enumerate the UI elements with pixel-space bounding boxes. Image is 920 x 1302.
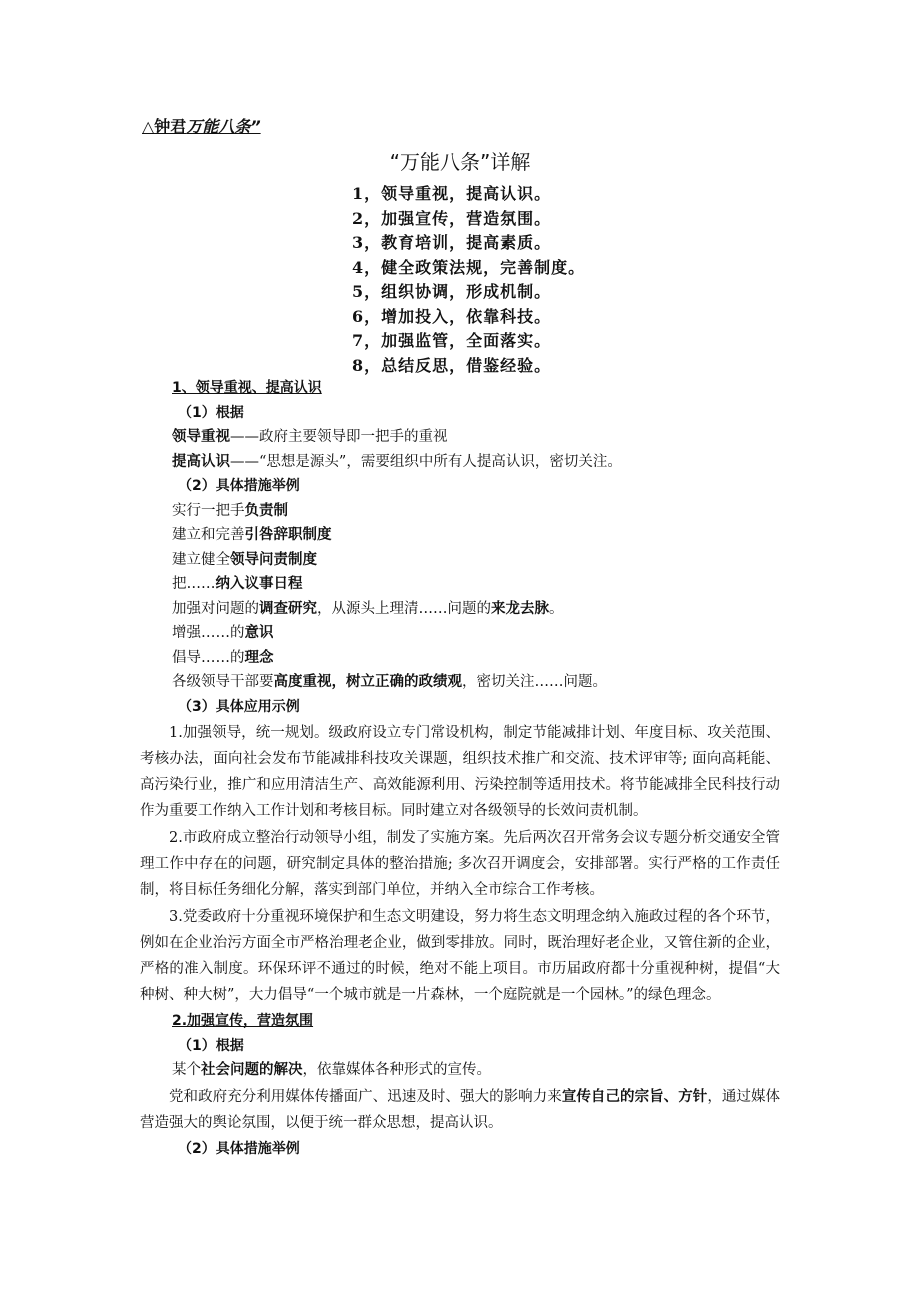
- term: 高度重视，树立正确的政绩观: [273, 673, 462, 690]
- example-paragraph-2: 2.市政府成立整治行动领导小组，制发了实施方案。先后两次召开常务会议专题分析交通安全管理工作中存在的问题，研究制定具体的整治措施; 多次召开调度会，安排部署。实行严格的工作责任制，将目标任务细化分解，落实到部门单位，并纳入全市综合工作考核。: [140, 830, 780, 898]
- basis-line-2: [140, 450, 780, 475]
- measure-line: [140, 523, 780, 548]
- document-title-line: [142, 114, 261, 137]
- text: 建立健全: [172, 551, 230, 568]
- summary-item: 3，教育培训，提高素质。: [352, 233, 552, 252]
- term: 纳入议事日程: [215, 575, 303, 592]
- text: 党和政府充分利用媒体传播面广、迅速及时、强大的影响力来: [169, 1088, 562, 1105]
- term: 宣传自己的宗旨、方针: [561, 1087, 708, 1105]
- basis-paragraph: [140, 1084, 780, 1136]
- title-italic: 万能八条”: [186, 117, 261, 136]
- main-heading: “万能八条”详解: [389, 150, 531, 174]
- summary-item: 6，增加投入，依靠科技。: [352, 306, 552, 326]
- text: 把……: [172, 576, 216, 592]
- measure-line: [140, 646, 780, 671]
- term: 来龙去脉: [491, 599, 549, 617]
- section-2-basis-label: （1）根据: [178, 1037, 244, 1054]
- section-2-measures-label: （2）具体措施举例: [178, 1140, 300, 1157]
- measure-line: [140, 670, 780, 695]
- text: 各级领导干部要: [172, 674, 274, 690]
- text: 增强……的: [172, 625, 245, 641]
- text: ，密切关注……问题。: [462, 674, 607, 690]
- text: ，依靠媒体各种形式的宣传。: [302, 1062, 491, 1078]
- text: ——“思想是源头”，需要组织中所有人提高认识，密切关注。: [230, 453, 622, 470]
- text: 。: [549, 600, 564, 617]
- section-1-title: 1、领导重视、提高认识: [172, 380, 322, 396]
- text: 实行一把手: [172, 502, 245, 519]
- example-paragraph-1: 1.加强领导，统一规划。级政府设立专门常设机构，制定节能减排计划、年度目标、攻关范围、考核办法，面向社会发布节能减排科技攻关课题，组织技术推广和交流、技术评审等; 面向高耗能、高污染行业，推广和应用清洁生产、高效能源利用、污染控制等适用技术。将节能减排全民科技行动作为重要工作纳入工作计划和考核目标。同时建立对各级领导的长效问责机制。: [140, 725, 780, 819]
- text: 加强对问题的: [172, 600, 259, 617]
- section-2-title: 2.加强宣传，营造氛围: [172, 1013, 314, 1029]
- text: ，从源头上理清……问题的: [317, 600, 491, 617]
- basis-line-1: [140, 425, 780, 450]
- measure-line: [140, 597, 780, 622]
- section-1-examples-label: （3）具体应用示例: [178, 698, 300, 715]
- term: 理念: [244, 648, 274, 666]
- basis-line: [140, 1058, 780, 1083]
- text: ，通过媒体营造强大的舆论氛围，以便于统一群众思想，提高认识。: [140, 1088, 781, 1131]
- term: 调查研究: [259, 599, 317, 617]
- title-prefix: △钟君: [142, 117, 187, 136]
- term: 意识: [244, 624, 274, 641]
- section-1-measures-label: （2）具体措施举例: [178, 478, 300, 494]
- measure-line: [140, 621, 780, 646]
- term: 领导重视: [172, 428, 230, 445]
- term: 负责制: [244, 501, 288, 519]
- text: 建立和完善: [172, 527, 245, 543]
- summary-item: 4，健全政策法规，完善制度。: [352, 257, 586, 277]
- measure-line: [140, 572, 780, 597]
- text: ——政府主要领导即一把手的重视: [230, 429, 448, 445]
- summary-item: 5，组织协调，形成机制。: [352, 282, 552, 301]
- text: 倡导……的: [172, 649, 245, 666]
- term: 引咎辞职制度: [244, 526, 332, 543]
- summary-item: 1，领导重视，提高认识。: [352, 184, 552, 203]
- text: 某个: [172, 1062, 201, 1078]
- summary-item: 8，总结反思，借鉴经验。: [352, 355, 552, 375]
- term: 提高认识: [172, 452, 230, 470]
- section-1-basis-label: （1）根据: [178, 404, 244, 421]
- summary-list: [352, 182, 585, 378]
- example-paragraph-3: 3.党委政府十分重视环境保护和生态文明建设，努力将生态文明理念纳入施政过程的各个环节，例如在企业治污方面全市严格治理老企业，做到零排放。同时，既治理好老企业，又管住新的企业，严格的准入制度。环保环评不通过的时候，绝对不能上项目。市历届政府都十分重视种树，提倡“大种树、种大树”，大力倡导“一个城市就是一片森林，一个庭院就是一个园林。”的绿色理念。: [140, 909, 780, 1003]
- term: 社会问题的解决: [201, 1061, 303, 1078]
- measure-line: [140, 548, 780, 573]
- term: 领导问责制度: [230, 550, 317, 568]
- summary-item: 2，加强宣传，营造氛围。: [352, 208, 552, 228]
- document-body: [140, 376, 780, 1161]
- measure-line: [140, 499, 780, 524]
- summary-item: 7，加强监管，全面落实。: [352, 331, 552, 350]
